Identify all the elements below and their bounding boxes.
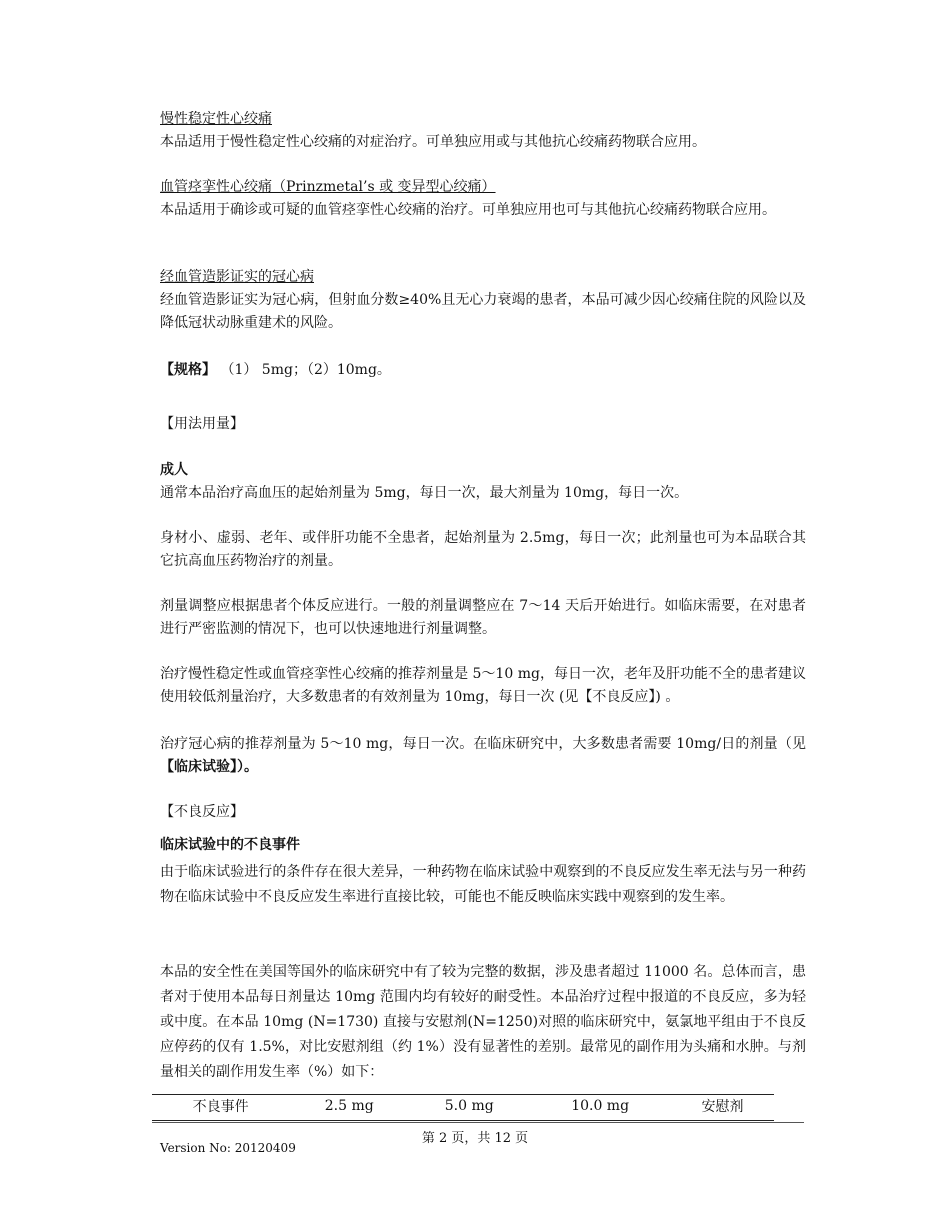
adult-heading: 成人 [160, 462, 188, 478]
section-spec [160, 359, 806, 382]
version-number: Version No: 20120409 [160, 1141, 296, 1155]
adverse-p1: 由于临床试验进行的条件存在很大差异，一种药物在临床试验中观察到的不良反应发生率无法与另一种药物在临床试验中不良反应发生率进行直接比较，可能也不能反映临床实践中观察到的发生率。 [160, 864, 806, 905]
dosage-p5-post: ）。 [237, 759, 258, 775]
page-number: 第 2 页，共 12 页 [421, 1131, 529, 1146]
table-header-row [152, 1094, 774, 1118]
stable-angina-text: 本品适用于慢性稳定性心绞痛的对症治疗。可单独应用或与其他抗心绞痛药物联合应用。 [160, 134, 706, 150]
table-header-rule [152, 1120, 774, 1121]
spec-value: （1） 5mg；（2）10mg。 [220, 362, 391, 378]
dosage-p2: 身材小、虚弱、老年、或伴肝功能不全患者，起始剂量为 2.5mg，每日一次；此剂量也可为本品联合其它抗高血压药物治疗的剂量。 [160, 530, 806, 569]
table-header-cell: 安慰剂 [701, 1099, 744, 1115]
table-header-cell: 2.5 mg [324, 1098, 374, 1114]
dosage-label: 【用法用量】 [160, 416, 244, 432]
section-stable-angina [160, 108, 806, 154]
vasospastic-angina-text: 本品适用于确诊或可疑的血管痉挛性心绞痛的治疗。可单独应用也可与其他抗心绞痛药物联合应用。 [160, 202, 776, 218]
dosage-p3: 剂量调整应根据患者个体反应进行。一般的剂量调整应在 7～14 天后开始进行。如临床需要，在对患者进行严密监测的情况下，也可以快速地进行剂量调整。 [160, 598, 806, 637]
adverse-sub-heading: 临床试验中的不良事件 [160, 837, 300, 853]
adverse-label: 【不良反应】 [160, 804, 244, 820]
dosage-p5-bold: 【临床试验】 [160, 759, 237, 775]
cad-heading: 经血管造影证实的冠心病 [160, 269, 314, 285]
vasospastic-angina-heading: 血管痉挛性心绞痛（Prinzmetal’s 或 变异型心绞痛） [160, 179, 496, 195]
footer-rule [152, 1122, 804, 1123]
cad-text: 经血管造影证实为冠心病，但射血分数≥40%且无心力衰竭的患者，本品可减少因心绞痛住院的风险以及降低冠状动脉重建术的风险。 [160, 292, 806, 331]
table-header-cell: 5.0 mg [444, 1098, 494, 1114]
dosage-p5 [160, 733, 806, 779]
table-header-cell: 不良事件 [192, 1099, 249, 1115]
dosage-p4: 治疗慢性稳定性或血管痉挛性心绞痛的推荐剂量是 5～10 mg，每日一次，老年及肝功能不全的患者建议使用较低剂量治疗，大多数患者的有效剂量为 10mg，每日一次 (见【不良反应】) 。 [160, 666, 806, 705]
adverse-p2: 本品的安全性在美国等国外的临床研究中有了较为完整的数据，涉及患者超过 11000 名。总体而言，患者对于使用本品每日剂量达 10mg 范围内均有较好的耐受性。本品治疗过程中报道的不良反应，多为轻或中度。在本品 10mg (N=1730) 直接与安慰剂(N=1250)对照的临床研究中，氨氯地平组由于不良反应停药的仅有 1.5%，对比安慰剂组（约 1%）没有显著性的差别。最常见的副作用为头痛和水肿。与剂量相关的副作用发生率（%）如下： [160, 964, 806, 1080]
section-vasospastic-angina [160, 176, 806, 222]
dosage-p1: 通常本品治疗高血压的起始剂量为 5mg，每日一次，最大剂量为 10mg，每日一次。 [160, 485, 689, 501]
stable-angina-heading: 慢性稳定性心绞痛 [160, 111, 272, 127]
dosage-p5-pre: 治疗冠心病的推荐剂量为 5～10 mg，每日一次。在临床研究中，大多数患者需要 10mg/日的剂量（见 [160, 736, 806, 752]
adverse-dose-table [152, 1094, 774, 1118]
table-header-cell: 10.0 mg [571, 1098, 630, 1114]
section-cad [160, 266, 806, 335]
spec-label: 【规格】 [160, 362, 216, 378]
